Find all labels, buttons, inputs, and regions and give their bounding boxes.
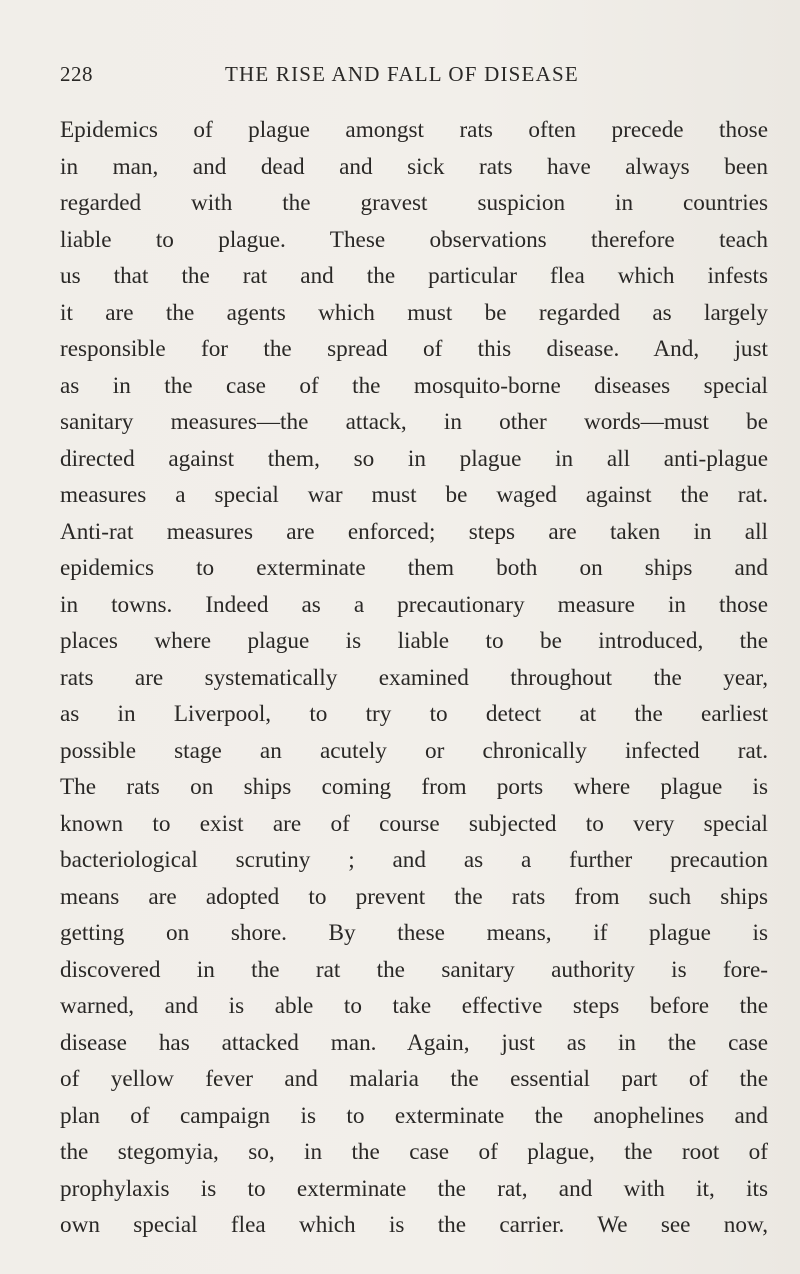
text-line: known to exist are of course subjected to very special — [60, 810, 768, 837]
text-line: responsible for the spread of this disease. And, just — [60, 336, 768, 362]
text-line: liable to plague. These observations therefore teach — [60, 226, 768, 253]
text-line: regarded with the gravest suspicion in countries — [60, 190, 768, 216]
text-line: measures a special war must be waged against the rat. — [60, 482, 768, 508]
running-head — [55, 62, 755, 92]
text-line: warned, and is able to take effective steps before the — [60, 993, 768, 1019]
text-line: us that the rat and the particular flea which infests — [60, 263, 768, 289]
text-line: the stegomyia, so, in the case of plague, the root of — [60, 1139, 768, 1165]
text-line: it are the agents which must be regarded as largely — [60, 299, 768, 326]
body-paragraph — [60, 112, 768, 1244]
text-line: of yellow fever and malaria the essential part of the — [60, 1066, 768, 1092]
text-line: in man, and dead and sick rats have always been — [60, 153, 768, 180]
text-line: sanitary measures—the attack, in other words—must be — [60, 409, 768, 435]
text-line: own special flea which is the carrier. We see now, — [60, 1212, 768, 1238]
text-line: Anti-rat measures are enforced; steps are taken in all — [60, 518, 768, 545]
page-number: 228 — [60, 62, 93, 86]
text-line: bacteriological scrutiny ; and as a further precaution — [60, 847, 768, 873]
text-line: as in Liverpool, to try to detect at the earliest — [60, 701, 768, 727]
text-line: places where plague is liable to be introduced, the — [60, 628, 768, 654]
text-line: epidemics to exterminate them both on ships and — [60, 555, 768, 581]
text-line: getting on shore. By these means, if plague is — [60, 920, 768, 946]
running-head-title: THE RISE AND FALL OF DISEASE — [225, 62, 579, 86]
text-line: means are adopted to prevent the rats from such ships — [60, 883, 768, 910]
text-line: rats are systematically examined throughout the year, — [60, 664, 768, 691]
text-line: directed against them, so in plague in all anti-plague — [60, 445, 768, 472]
text-line: Epidemics of plague amongst rats often precede those — [60, 117, 768, 143]
text-line: The rats on ships coming from ports where plague is — [60, 774, 768, 800]
text-line: disease has attacked man. Again, just as in the case — [60, 1029, 768, 1056]
text-line: discovered in the rat the sanitary authority is fore- — [60, 956, 768, 983]
text-line: as in the case of the mosquito-borne diseases special — [60, 372, 768, 399]
text-line: prophylaxis is to exterminate the rat, and with it, its — [60, 1175, 768, 1202]
text-line: plan of campaign is to exterminate the anophelines and — [60, 1102, 768, 1129]
text-line: in towns. Indeed as a precautionary measure in those — [60, 591, 768, 618]
text-line: possible stage an acutely or chronically infected rat. — [60, 737, 768, 764]
